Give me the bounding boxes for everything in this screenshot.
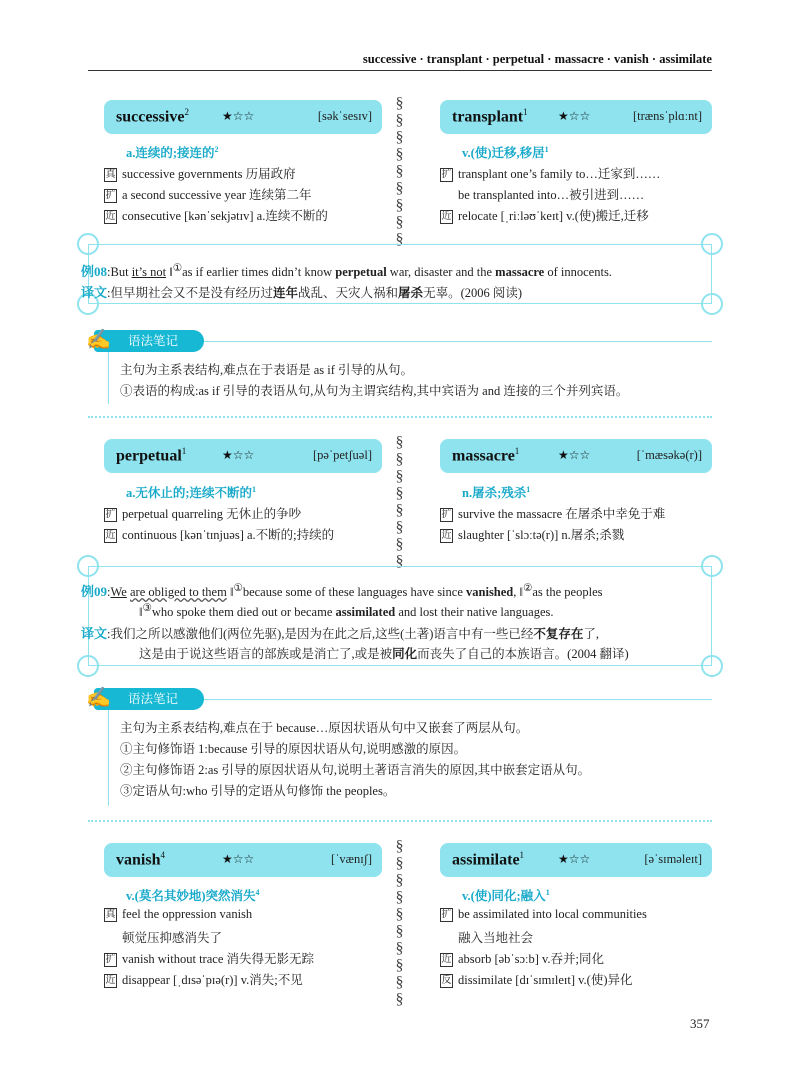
entry-line: 反 dissimilate [dɪˈsɪmɪleɪt] v.(使)异化	[441, 973, 633, 987]
example-box-09	[81, 566, 712, 666]
meaning: v.(莫名其妙地)突然消失$^4$	[126, 887, 260, 903]
wordcard-transplant	[440, 100, 712, 134]
grammar-note-label: 语法笔记	[94, 688, 204, 710]
headword: massacre$^1$	[452, 446, 520, 465]
header-rule	[88, 70, 712, 71]
corner-ornament	[77, 555, 99, 577]
grammar-line: ①表语的构成:as if 引导的表语从句,从句为主谓宾结构,其中宾语为 and 连接的三个并列宾语。	[120, 384, 629, 398]
entry-line: 近 slaughter [ˈslɔːtə(r)] n.屠杀;杀戮	[441, 528, 625, 542]
meaning: v.(使)同化;融入$^1$	[462, 887, 550, 903]
entry-line: 扩 a second successive year 连续第二年	[105, 188, 312, 202]
entry-line: 真 successive governments 历届政府	[105, 167, 296, 181]
headword: transplant$^1$	[452, 107, 528, 126]
phonetic: [trænsˈplɑːnt]	[632, 109, 702, 123]
wordcard-massacre	[440, 439, 712, 473]
entry-line: 扩 transplant one’s family to…迁家到……	[441, 167, 661, 181]
entry-line: 近 consecutive [kənˈsekjətɪv] a.连续不断的	[105, 209, 328, 223]
entry-line: 近 relocate [ˌriːləʊˈkeɪt] v.(使)搬迁,迁移	[441, 209, 649, 223]
star-rating: ★☆☆	[558, 448, 591, 462]
section-divider	[88, 416, 712, 418]
example-sentence: 例09:We are obliged to them ‖①because some of these languages have since vanished, ‖②as the peoples	[81, 582, 603, 599]
star-rating: ★☆☆	[222, 448, 255, 462]
entry-line: 融入当地社会	[458, 931, 534, 945]
phonetic: [ˈvænɪʃ]	[331, 852, 372, 866]
example-translation: 译文:但早期社会又不是没有经历过连年战乱、天灾人祸和屠杀无辜。(2006 阅读)	[81, 285, 523, 300]
headword: perpetual$^1$	[116, 446, 187, 465]
entry-line: 真 feel the oppression vanish	[105, 907, 253, 921]
entry-line: 顿觉压抑感消失了	[122, 931, 223, 945]
grammar-note-label: 语法笔记	[94, 330, 204, 352]
column-divider: §§§§§§§§	[391, 434, 408, 570]
entry-line: be transplanted into…被引进到……	[458, 188, 645, 202]
grammar-line: 主句为主系表结构,难点在于表语是 as if 引导的从句。	[120, 363, 414, 377]
star-rating: ★☆☆	[222, 852, 255, 866]
entry-line: 扩 vanish without trace 消失得无影无踪	[105, 952, 314, 966]
wordcard-successive	[104, 100, 382, 134]
phonetic: [pəˈpetʃuəl]	[313, 448, 372, 462]
phonetic: [səkˈsesɪv]	[317, 109, 372, 123]
pen-icon: ✍	[86, 687, 111, 709]
corner-ornament	[701, 555, 723, 577]
corner-ornament	[701, 293, 723, 315]
entry-line: 近 continuous [kənˈtɪnjuəs] a.不断的;持续的	[105, 528, 335, 542]
example-sentence: 例08:But it’s not ‖①as if earlier times didn’t know perpetual war, disaster and the massacre of innocents.	[81, 262, 612, 279]
page-number: 357	[690, 1016, 710, 1031]
headword: assimilate$^1$	[452, 850, 525, 869]
meaning: n.屠杀;残杀$^1$	[462, 484, 531, 500]
wordcard-assimilate	[440, 843, 712, 877]
headword: successive$^2$	[116, 107, 189, 126]
phonetic: [ˈmæsəkə(r)]	[636, 448, 702, 462]
example-box-08	[81, 244, 712, 304]
example-translation: 译文:我们之所以感激他们(两位先驱),是因为在此之后,这些(土著)语言中有一些已经不复存在了,	[81, 626, 600, 641]
meaning: a.连续的;接连的$^2$	[126, 144, 219, 160]
grammar-note-2	[88, 688, 712, 806]
entry-line: 近 absorb [əbˈsɔːb] v.吞并;同化	[441, 952, 605, 966]
column-divider: §§§§§§§§§§	[391, 838, 408, 1008]
example-translation-cont: 这是由于说这些语言的部族或是消亡了,或是被同化而丧失了自己的本族语言。(2004 翻译)	[139, 647, 629, 661]
corner-ornament	[701, 655, 723, 677]
grammar-line: 主句为主系表结构,难点在于 because…原因状语从句中又嵌套了两层从句。	[120, 721, 529, 735]
headword: vanish$^4$	[116, 850, 165, 869]
entry-line: 近 disappear [ˌdɪsəˈpɪə(r)] v.消失;不见	[105, 973, 303, 987]
header-title: successive · transplant · perpetual · massacre · vanish · assimilate	[362, 52, 712, 66]
column-divider: §§§§§§§§§	[391, 95, 408, 248]
wordcard-perpetual	[104, 439, 382, 473]
corner-ornament	[77, 233, 99, 255]
grammar-line: ①主句修饰语 1:because 引导的原因状语从句,说明感激的原因。	[120, 742, 467, 756]
grammar-note-1	[88, 330, 712, 404]
corner-ornament	[77, 655, 99, 677]
star-rating: ★☆☆	[222, 109, 255, 123]
phonetic: [əˈsɪməleɪt]	[644, 852, 702, 866]
grammar-line: ③定语从句:who 引导的定语从句修饰 the peoples。	[120, 784, 396, 798]
example-sentence-cont: ‖③who spoke them died out or became assimilated and lost their native languages.	[139, 603, 554, 620]
entry-line: 扩 be assimilated into local communities	[441, 907, 647, 921]
pen-icon: ✍	[86, 329, 111, 351]
star-rating: ★☆☆	[558, 852, 591, 866]
corner-ornament	[701, 233, 723, 255]
meaning: a.无休止的;连续不断的$^1$	[126, 484, 257, 500]
meaning: v.(使)迁移,移居$^1$	[462, 144, 549, 160]
wordcard-vanish	[104, 843, 382, 877]
entry-line: 扩 survive the massacre 在屠杀中幸免于难	[441, 507, 666, 521]
running-header	[0, 48, 800, 78]
star-rating: ★☆☆	[558, 109, 591, 123]
section-divider	[88, 820, 712, 822]
grammar-line: ②主句修饰语 2:as 引导的原因状语从句,说明土著语言消失的原因,其中嵌套定语从句。	[120, 763, 591, 777]
entry-line: 扩 perpetual quarreling 无休止的争吵	[105, 507, 302, 521]
